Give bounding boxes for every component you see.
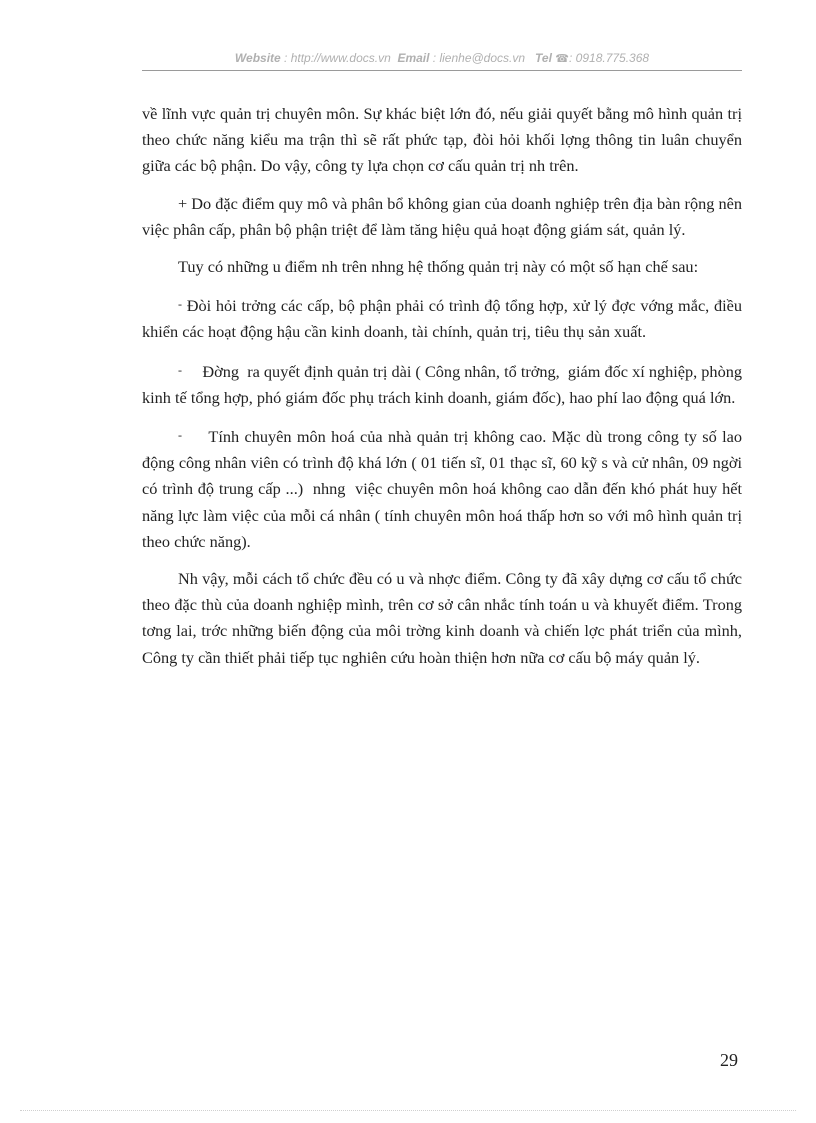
tel-number: : 0918.775.368	[569, 51, 650, 65]
paragraph-intro	[142, 101, 742, 180]
page-header	[142, 51, 742, 65]
email-label: Email	[397, 51, 430, 65]
header-divider	[142, 70, 742, 71]
paragraph-conclusion	[142, 566, 742, 671]
bullet-text: Đòi hỏi trởng các cấp, bộ phận phải có trình độ tổng hợp, xử lý đợc vớng mắc, điều khiển các hoạt động hậu cần kinh doanh, tài chính, quản trị, tiêu thụ sản xuất.	[142, 296, 742, 342]
document-body	[142, 101, 751, 682]
paragraph-text: Nh vậy, mỗi cách tổ chức đều có u và nhợc điểm. Công ty đã xây dựng cơ cấu tổ chức theo đặc thù của doanh nghiệp mình, trên cơ sở cân nhắc tính toán u và khuyết điểm. Trong tơng lai, trớc những biến động của môi trờng kinh doanh và chiến lợc phát triển của mình, Công ty cần thiết phải tiếp tục nghiên cứu hoàn thiện hơn nữa cơ cấu bộ máy quản lý.	[142, 569, 742, 667]
bullet-item	[142, 357, 747, 411]
bullet-dash: -	[178, 297, 182, 312]
paragraph-text: về lĩnh vực quản trị chuyên môn. Sự khác biệt lớn đó, nếu giải quyết bằng mô hình quản trị theo chức năng kiểu ma trận thì sẽ rất phức tạp, đòi hỏi khối lợng thông tin luân chuyển giữa các bộ phận. Do vậy, công ty lựa chọn cơ cấu quản trị nh trên.	[142, 104, 742, 176]
email-address: : lienhe@docs.vn	[432, 51, 526, 65]
bullet-text: Tính chuyên môn hoá của nhà quản trị không cao. Mặc dù trong công ty số lao động công nhân viên có trình độ khá lớn ( 01 tiến sĩ, 01 thạc sĩ, 60 kỹ s và cử nhân, 09 ngời có trình độ trung cấp ...) nhng việc chuyên môn hoá không cao dẫn đến khó phát huy hết năng lực làm việc của mỗi cá nhân ( tính chuyên môn hoá thấp hơn so với mô hình quản trị theo chức năng).	[142, 427, 751, 551]
bullet-item	[142, 422, 751, 555]
bullet-item	[142, 291, 742, 345]
paragraph-limitations-intro	[142, 254, 742, 280]
tel-label: Tel	[535, 51, 552, 65]
phone-icon: ☎	[555, 53, 569, 65]
page-number: 29	[720, 1050, 738, 1070]
paragraph-text: Tuy có những u điểm nh trên nhng hệ thống quản trị này có một số hạn chế sau:	[178, 257, 699, 277]
footer-divider	[20, 1110, 796, 1111]
paragraph-plus-point	[142, 191, 742, 243]
bullet-dash: -	[178, 428, 182, 443]
bullet-dash: -	[178, 362, 182, 377]
bullet-text: Đờng ra quyết định quản trị dài ( Công nhân, tổ trởng, giám đốc xí nghiệp, phòng kinh tế tổng hợp, phó giám đốc phụ trách kinh doanh, giám đốc), hao phí lao động quá lớn.	[142, 361, 747, 407]
paragraph-text: + Do đặc điểm quy mô và phân bổ không gian của doanh nghiệp trên địa bàn rộng nên việc phân cấp, phân bộ phận triệt để làm tăng hiệu quả hoạt động giám sát, quản lý.	[142, 193, 742, 239]
website-label: Website	[234, 51, 281, 65]
website-url: : http://www.docs.vn	[284, 51, 391, 65]
